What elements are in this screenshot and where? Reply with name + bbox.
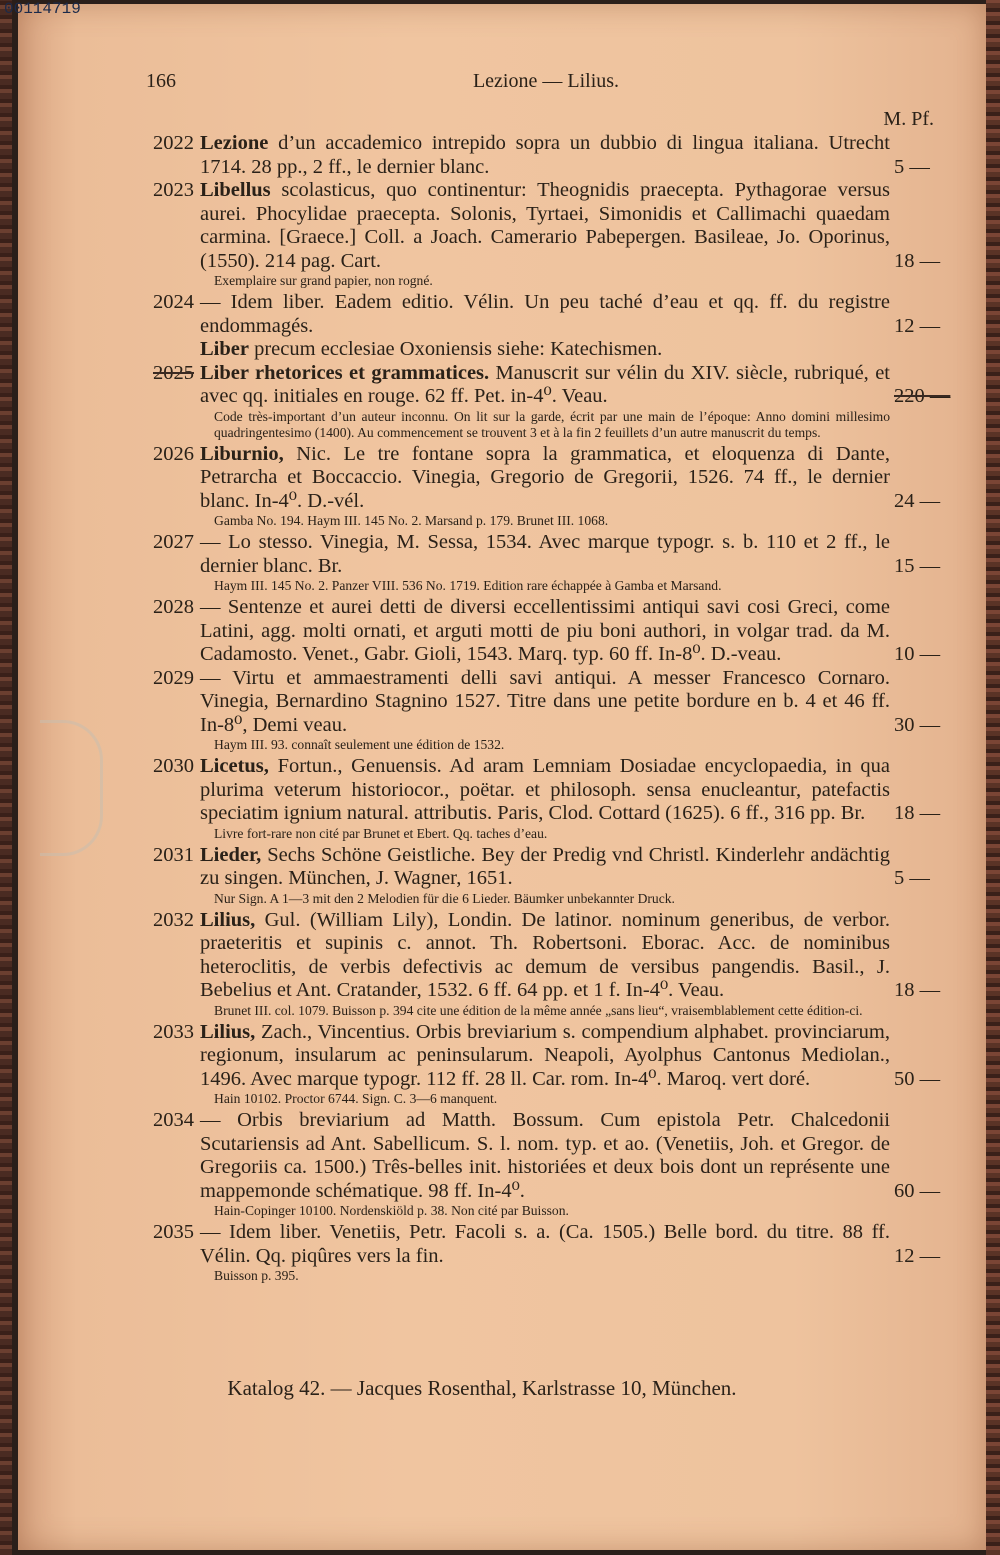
entry-note: Hain-Copinger 10100. Nordenskiöld p. 38. Non cité par Buisson. <box>214 1203 569 1218</box>
entry-text <box>153 908 941 1003</box>
entry-text <box>153 291 941 338</box>
catalog-entry <box>18 1221 986 1284</box>
catalog-entry <box>18 179 986 289</box>
entry-text <box>153 596 941 667</box>
entry-price: 15 — <box>894 554 941 577</box>
entry-description: — Orbis breviarium ad Matth. Bossum. Cum epistola Petr. Chalcedonii Scutariensis ad Ant. Sabellicum. S. l. nom. typ. et ao. (Venetiis, Joh. et Gregor. de Gregoriis ca. 1500.) Três-belles init. historiées et deux bois dont un représente une mappemonde schématique. 98 ff. In-4⁰. <box>200 1109 890 1202</box>
entry-note: Haym III. 93. connaît seulement une édition de 1532. <box>214 737 505 752</box>
entry-note: Nur Sign. A 1—3 mit den 2 Melodien für die 6 Lieder. Bäumker unbekannter Druck. <box>214 890 675 906</box>
entry-text <box>153 755 941 826</box>
entry-text <box>153 843 930 891</box>
entry-number: 2033 <box>153 1020 194 1043</box>
entry-number: 2024 <box>153 291 194 313</box>
entry-price: 12 — <box>894 314 941 337</box>
entry-note: Brunet III. col. 1079. Buisson p. 394 cite une édition de la même année „sans lieu“, vraisemblablement cette édition-ci. <box>214 1002 863 1018</box>
entry-number: 2026 <box>153 442 194 465</box>
entry-number: 2032 <box>153 908 194 931</box>
catalog-entries <box>18 132 986 1286</box>
entry-price: 220 — <box>894 385 951 407</box>
entry-description: Sechs Schöne Geistliche. Bey der Predig vnd Christl. Kinderlehr andächtig zu singen. München, J. Wagner, 1651. <box>200 843 890 889</box>
entry-note: Exemplaire sur grand papier, non rogné. <box>214 273 433 288</box>
entry-note: Gamba No. 194. Haym III. 145 No. 2. Marsand p. 179. Brunet III. 1068. <box>214 513 609 528</box>
entry-price: 30 — <box>894 713 941 736</box>
entry-note: Livre fort-rare non cité par Brunet et Ebert. Qq. taches d’eau. <box>214 825 548 841</box>
entry-number: 2029 <box>153 666 194 689</box>
entry-text <box>153 361 951 409</box>
entry-number: 2025 <box>153 361 194 384</box>
entry-number: 2027 <box>153 531 194 553</box>
catalog-entry <box>18 844 986 907</box>
entry-text <box>153 132 930 179</box>
catalog-footer: Katalog 42. — Jacques Rosenthal, Karlstrasse 10, München. <box>227 1376 737 1400</box>
entry-headword: Libellus <box>200 179 271 201</box>
entry-text <box>200 338 890 362</box>
entry-text <box>153 442 941 514</box>
entry-number: 2031 <box>153 843 194 866</box>
entry-price: 18 — <box>894 802 941 824</box>
entry-headword: Licetus, <box>200 755 269 777</box>
entry-description: Manuscrit sur vélin du XIV. siècle, rubriqué, et avec qq. initiales en rouge. 62 ff. Pet. in-4⁰. Veau. <box>200 361 890 407</box>
entry-number: 2023 <box>153 179 194 201</box>
entry-note: Haym III. 145 No. 2. Panzer VIII. 536 No. 1719. Edition rare échappée à Gamba et Marsand. <box>214 578 722 593</box>
book-spine-edge <box>0 0 12 1555</box>
entry-description: Nic. Le tre fontane sopra la grammatica, et eloquenza di Dante, Petrarcha et Boccaccio. Vinegia, Gregorio de Gregorii, 1526. 74 ff., le dernier blanc. In-4⁰. D.-vél. <box>200 442 890 512</box>
catalog-entry <box>18 132 986 179</box>
entry-number: 2028 <box>153 596 194 618</box>
entry-note: Hain 10102. Proctor 6744. Sign. C. 3—6 manquent. <box>214 1091 498 1106</box>
entry-description: Zach., Vincentius. Orbis breviarium s. compendium alphabet. provinciarum, regionum, insularum ac peninsularum. Neapoli, Ayolphus Cantonus Mediolan., 1496. Avec marque typogr. 112 ff. 28 ll. Car. rom. In-4⁰. Maroq. vert doré. <box>200 1020 890 1090</box>
catalog-entry <box>18 755 986 842</box>
catalog-page <box>18 4 986 1550</box>
entry-price: 10 — <box>894 643 941 665</box>
entry-description: — Virtu et ammaestramenti delli savi antiqui. A messer Francesco Cornaro. Vinegia, Bernardino Stagnino 1527. Titre dans une petite bordure en b. 4 et 46 ff. In-8⁰, Demi veau. <box>200 666 890 736</box>
catalog-entry <box>18 291 986 338</box>
entry-number: 2035 <box>153 1221 194 1243</box>
entry-description: — Lo stesso. Vinegia, M. Sessa, 1534. Avec marque typogr. s. b. 110 et 2 ff., le dernier blanc. Br. <box>200 531 890 577</box>
entry-text <box>153 1020 941 1092</box>
entry-text <box>153 666 941 738</box>
entry-description: — Idem liber. Venetiis, Petr. Facoli s. a. (Ca. 1505.) Belle bord. du titre. 88 ff. Vélin. Qq. piqûres vers la fin. <box>200 1221 890 1267</box>
running-title: Lezione — Lilius. <box>472 70 620 92</box>
page-header <box>146 70 946 98</box>
entry-headword: Liburnio, <box>200 442 284 465</box>
catalog-entry <box>18 1109 986 1219</box>
entry-headword: Lezione <box>200 132 269 154</box>
catalog-entry <box>18 596 986 667</box>
page-number: 166 <box>146 70 176 92</box>
entry-number: 2022 <box>153 132 194 154</box>
entry-price: 24 — <box>894 489 941 512</box>
book-fore-edge <box>986 0 1000 1555</box>
entry-description: Fortun., Genuensis. Ad aram Lemniam Dosiadae encyclopaedia, in qua plurima veterum historiocor., poëtar. et philosoph. sensa enucleantur, patefactis speciatim ignium natural. attributis. Paris, Clod. Cottard (1625). 6 ff., 316 pp. Br. <box>200 755 890 824</box>
entry-headword: Lilius, <box>200 908 256 931</box>
currency-column-header: M. Pf. <box>883 108 934 130</box>
entry-note: Buisson p. 395. <box>214 1268 299 1283</box>
entry-price: 5 — <box>894 155 930 178</box>
entry-headword: Lilius, <box>200 1020 256 1043</box>
entry-price: 18 — <box>894 249 941 272</box>
entry-headword: Liber <box>200 338 249 360</box>
entry-text <box>153 1221 941 1268</box>
catalog-entry <box>18 667 986 754</box>
entry-number: 2034 <box>153 1109 194 1131</box>
entry-description: d’un accademico intrepido sopra un dubbio di lingua italiana. Utrecht 1714. 28 pp., 2 ff., le dernier blanc. <box>200 132 890 178</box>
catalog-entry <box>18 531 986 594</box>
catalog-entry <box>18 1021 986 1108</box>
entry-description: — Idem liber. Eadem editio. Vélin. Un peu taché d’eau et qq. ff. du registre endommagés. <box>200 291 890 337</box>
entry-description: scolasticus, quo continentur: Theognidis praecepta. Pythagorae versus aurei. Phocylidae praecepta. Solonis, Tyrtaei, Simonidis et Callimachi quaedam carmina. [Graece.] Coll. a Joach. Camerario Pabepergen. Basileae, Jo. Oporinus, (1550). 214 pag. Cart. <box>200 179 890 272</box>
catalog-entry <box>18 362 986 441</box>
entry-description: precum ecclesiae Oxoniensis siehe: Katechismen. <box>248 338 663 360</box>
entry-description: Gul. (William Lily), Londin. De latinor. nominum generibus, de verbor. praeteritis et supinis c. annot. Th. Robertsoni. Eborac. Acc. de nominibus heteroclitis, de verbis defectivis ac demum de versibus pangendis. Basil., J. Bebelius et Ant. Cratander, 1532. 6 ff. 64 pp. et 1 f. In-4⁰. Veau. <box>200 908 890 1001</box>
entry-text <box>153 1109 941 1203</box>
entry-price: 5 — <box>894 867 930 889</box>
archive-stamp: 00114719 <box>4 0 81 18</box>
entry-price: 50 — <box>894 1067 941 1090</box>
catalog-entry <box>18 338 986 362</box>
catalog-entry <box>18 443 986 530</box>
entry-number: 2030 <box>153 755 194 777</box>
entry-price: 60 — <box>894 1179 941 1202</box>
entry-headword: Lieder, <box>200 843 262 866</box>
entry-text <box>153 531 941 578</box>
entry-note: Code très-important d’un auteur inconnu. On lit sur la garde, écrit par une main de l’époque: Anno domini millesimo quadringentesimo (1400). Au commencement se trouvent 3 et à la fin 2 feuillets d’un autre manuscrit du temps. <box>214 408 890 440</box>
entry-price: 18 — <box>894 979 941 1001</box>
entry-price: 12 — <box>894 1244 941 1267</box>
catalog-entry <box>18 909 986 1019</box>
entry-description: — Sentenze et aurei detti de diversi eccellentissimi antiqui savi cosi Greci, come Latini, agg. molti ornati, et arguti motti de piu boni authori, in volgar trad. da M. Cadamosto. Venet., Gabr. Gioli, 1543. Marq. typ. 60 ff. In-8⁰. D.-veau. <box>200 596 890 665</box>
entry-headword: Liber rhetorices et grammatices. <box>200 361 490 384</box>
entry-text <box>153 179 941 273</box>
